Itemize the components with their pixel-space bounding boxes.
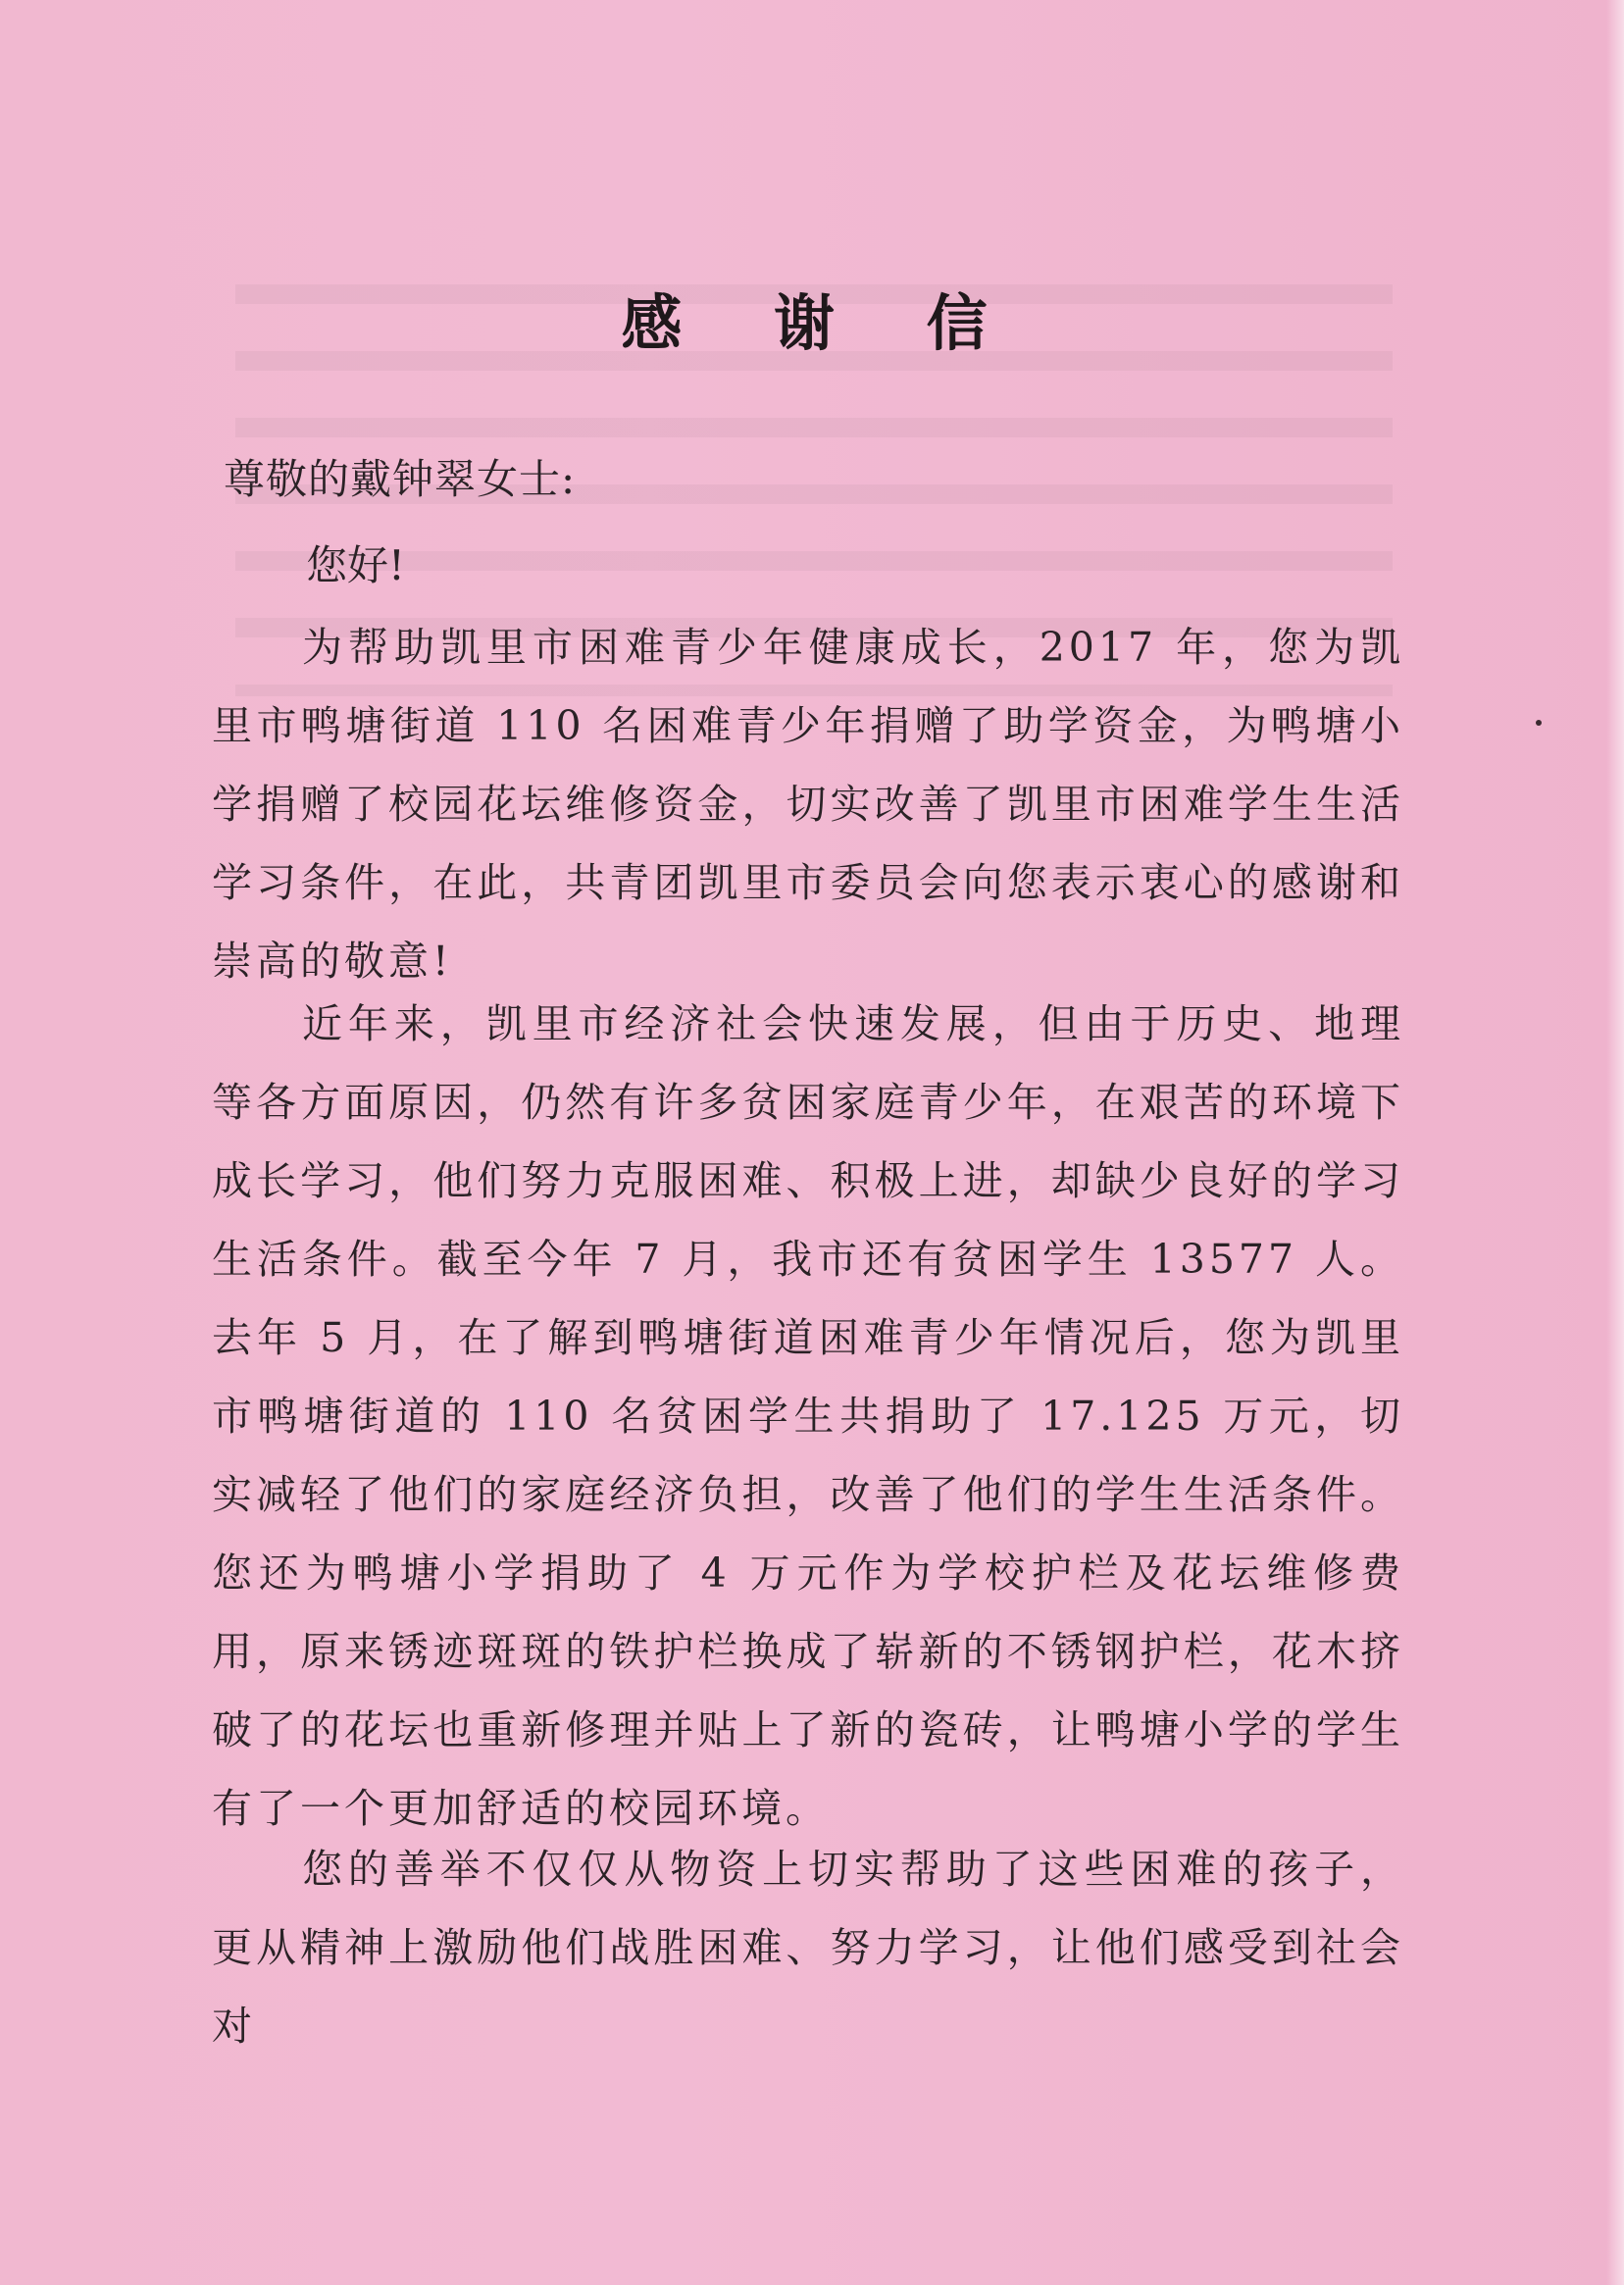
paragraph-3: 您的善举不仅仅从物资上切实帮助了这些困难的孩子，更从精神上激励他们战胜困难、努力学习，让他们感受到社会对 bbox=[212, 1846, 1404, 2050]
paragraph-1: 为帮助凯里市困难青少年健康成长，2017 年，您为凯里市鸭塘街道 110 名困难青少年捐赠了助学资金，为鸭塘小学捐赠了校园花坛维修资金，切实改善了凯里市困难学生生活学习条件，在此，共青团凯里市委员会向您表示衷心的感谢和崇高的敬意! bbox=[212, 624, 1404, 985]
letter-title: 感 谢 信 bbox=[621, 287, 1023, 359]
paragraph-2: 近年来，凯里市经济社会快速发展，但由于历史、地理等各方面原因，仍然有许多贫困家庭青少年，在艰苦的环境下成长学习，他们努力克服困难、积极上进，却缺少良好的学习生活条件。截至今年 7 月，我市还有贫困学生 13577 人。去年 5 月，在了解到鸭塘街道困难青少年情况后，您为凯里市鸭塘街道的 110 名贫困学生共捐助了 17.125 万元，切实减轻了他们的家庭经济负担，改善了他们的学生生活条件。您还为鸭塘小学捐助了 4 万元作为学校护栏及花坛维修费用，原来锈迹斑斑的铁护栏换成了崭新的不锈钢护栏，花木挤破了的花坛也重新修理并贴上了新的瓷砖，让鸭塘小学的学生有了一个更加舒适的校园环境。 bbox=[212, 1000, 1404, 1832]
salutation: 尊敬的戴钟翠女士: bbox=[224, 455, 577, 503]
greeting: 您好! bbox=[306, 541, 405, 589]
ink-speck bbox=[1536, 720, 1542, 726]
